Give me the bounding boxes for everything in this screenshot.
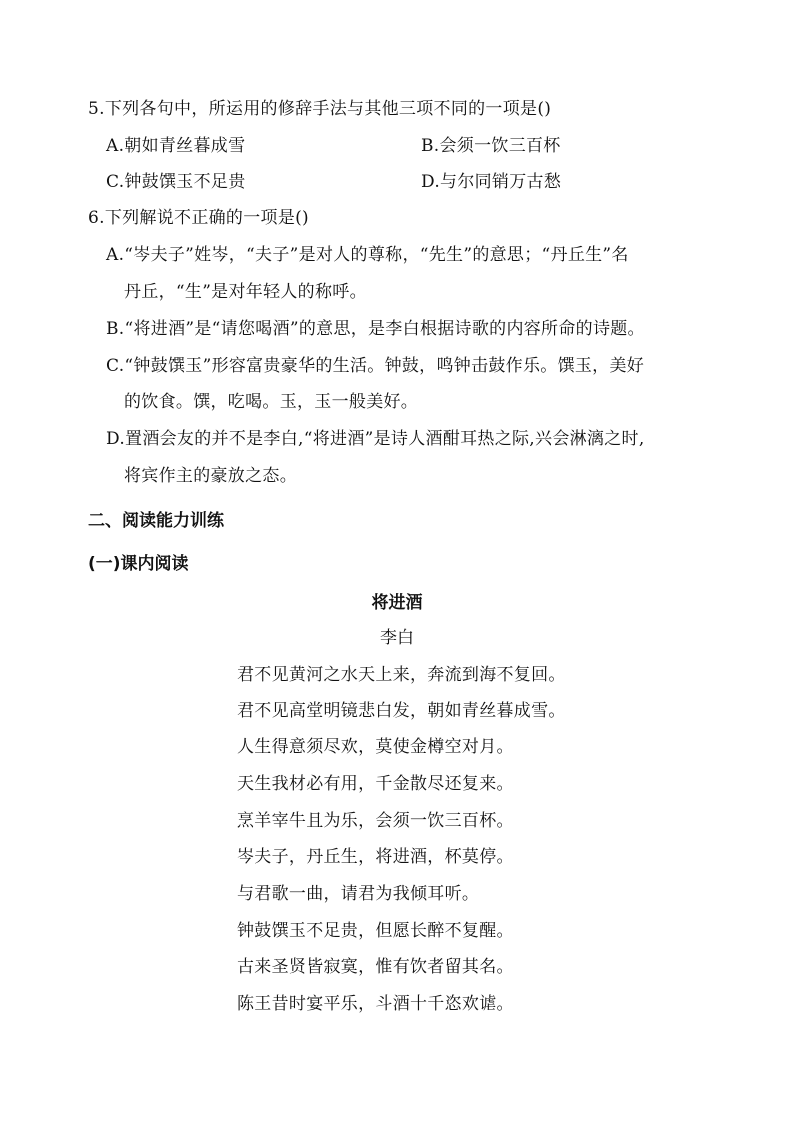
section-heading: 二、阅读能力训练 (88, 511, 224, 531)
question-6-option-b: B.“将进酒”是“请您喝酒”的意思，是李白根据诗歌的内容所命的诗题。 (106, 319, 645, 339)
question-6-option-c-line2: 的饮食。馔，吃喝。玉，玉一般美好。 (124, 392, 419, 412)
question-6-option-d-line2: 将宾作主的豪放之态。 (124, 466, 297, 486)
poem-line: 与君歌一曲，请君为我倾耳听。 (237, 884, 480, 904)
question-5-option-c: C.钟鼓馔玉不足贵 (106, 172, 246, 192)
poem-author: 李白 (380, 628, 414, 648)
poem-line: 烹羊宰牛且为乐，会须一饮三百杯。 (237, 811, 514, 831)
question-5-option-a: A.朝如青丝暮成雪 (106, 136, 246, 156)
poem-line: 君不见黄河之水天上来，奔流到海不复回。 (237, 665, 566, 685)
question-6-option-d-line1: D.置酒会友的并不是李白,“将进酒”是诗人酒酣耳热之际,兴会淋漓之时, (106, 429, 645, 449)
question-5-stem: 5.下列各句中，所运用的修辞手法与其他三项不同的一项是() (88, 99, 552, 119)
question-5-option-d: D.与尔同销万古愁 (421, 172, 562, 192)
question-6-stem: 6.下列解说不正确的一项是() (88, 208, 309, 228)
question-6-option-a-line1: A.“岑夫子”姓岑，“夫子”是对人的尊称，“先生”的意思；“丹丘生”名 (106, 245, 629, 265)
poem-line: 君不见高堂明镜悲白发，朝如青丝暮成雪。 (237, 701, 566, 721)
poem-title: 将进酒 (371, 593, 423, 613)
poem-line: 岑夫子，丹丘生，将进酒，杯莫停。 (237, 847, 514, 867)
poem-line: 人生得意须尽欢，莫使金樽空对月。 (237, 737, 514, 757)
subsection-heading: (一)课内阅读 (88, 554, 189, 574)
question-6-option-a-line2: 丹丘，“生”是对年轻人的称呼。 (124, 282, 367, 302)
question-5-option-b: B.会须一饮三百杯 (421, 136, 561, 156)
poem-line: 古来圣贤皆寂寞，惟有饮者留其名。 (237, 957, 514, 977)
poem-line: 天生我材必有用，千金散尽还复来。 (237, 774, 514, 794)
poem-line: 钟鼓馔玉不足贵，但愿长醉不复醒。 (237, 921, 514, 941)
question-6-option-c-line1: C.“钟鼓馔玉”形容富贵豪华的生活。钟鼓，鸣钟击鼓作乐。馔玉，美好 (106, 356, 645, 376)
poem-line: 陈王昔时宴平乐，斗酒十千恣欢谑。 (237, 994, 514, 1014)
